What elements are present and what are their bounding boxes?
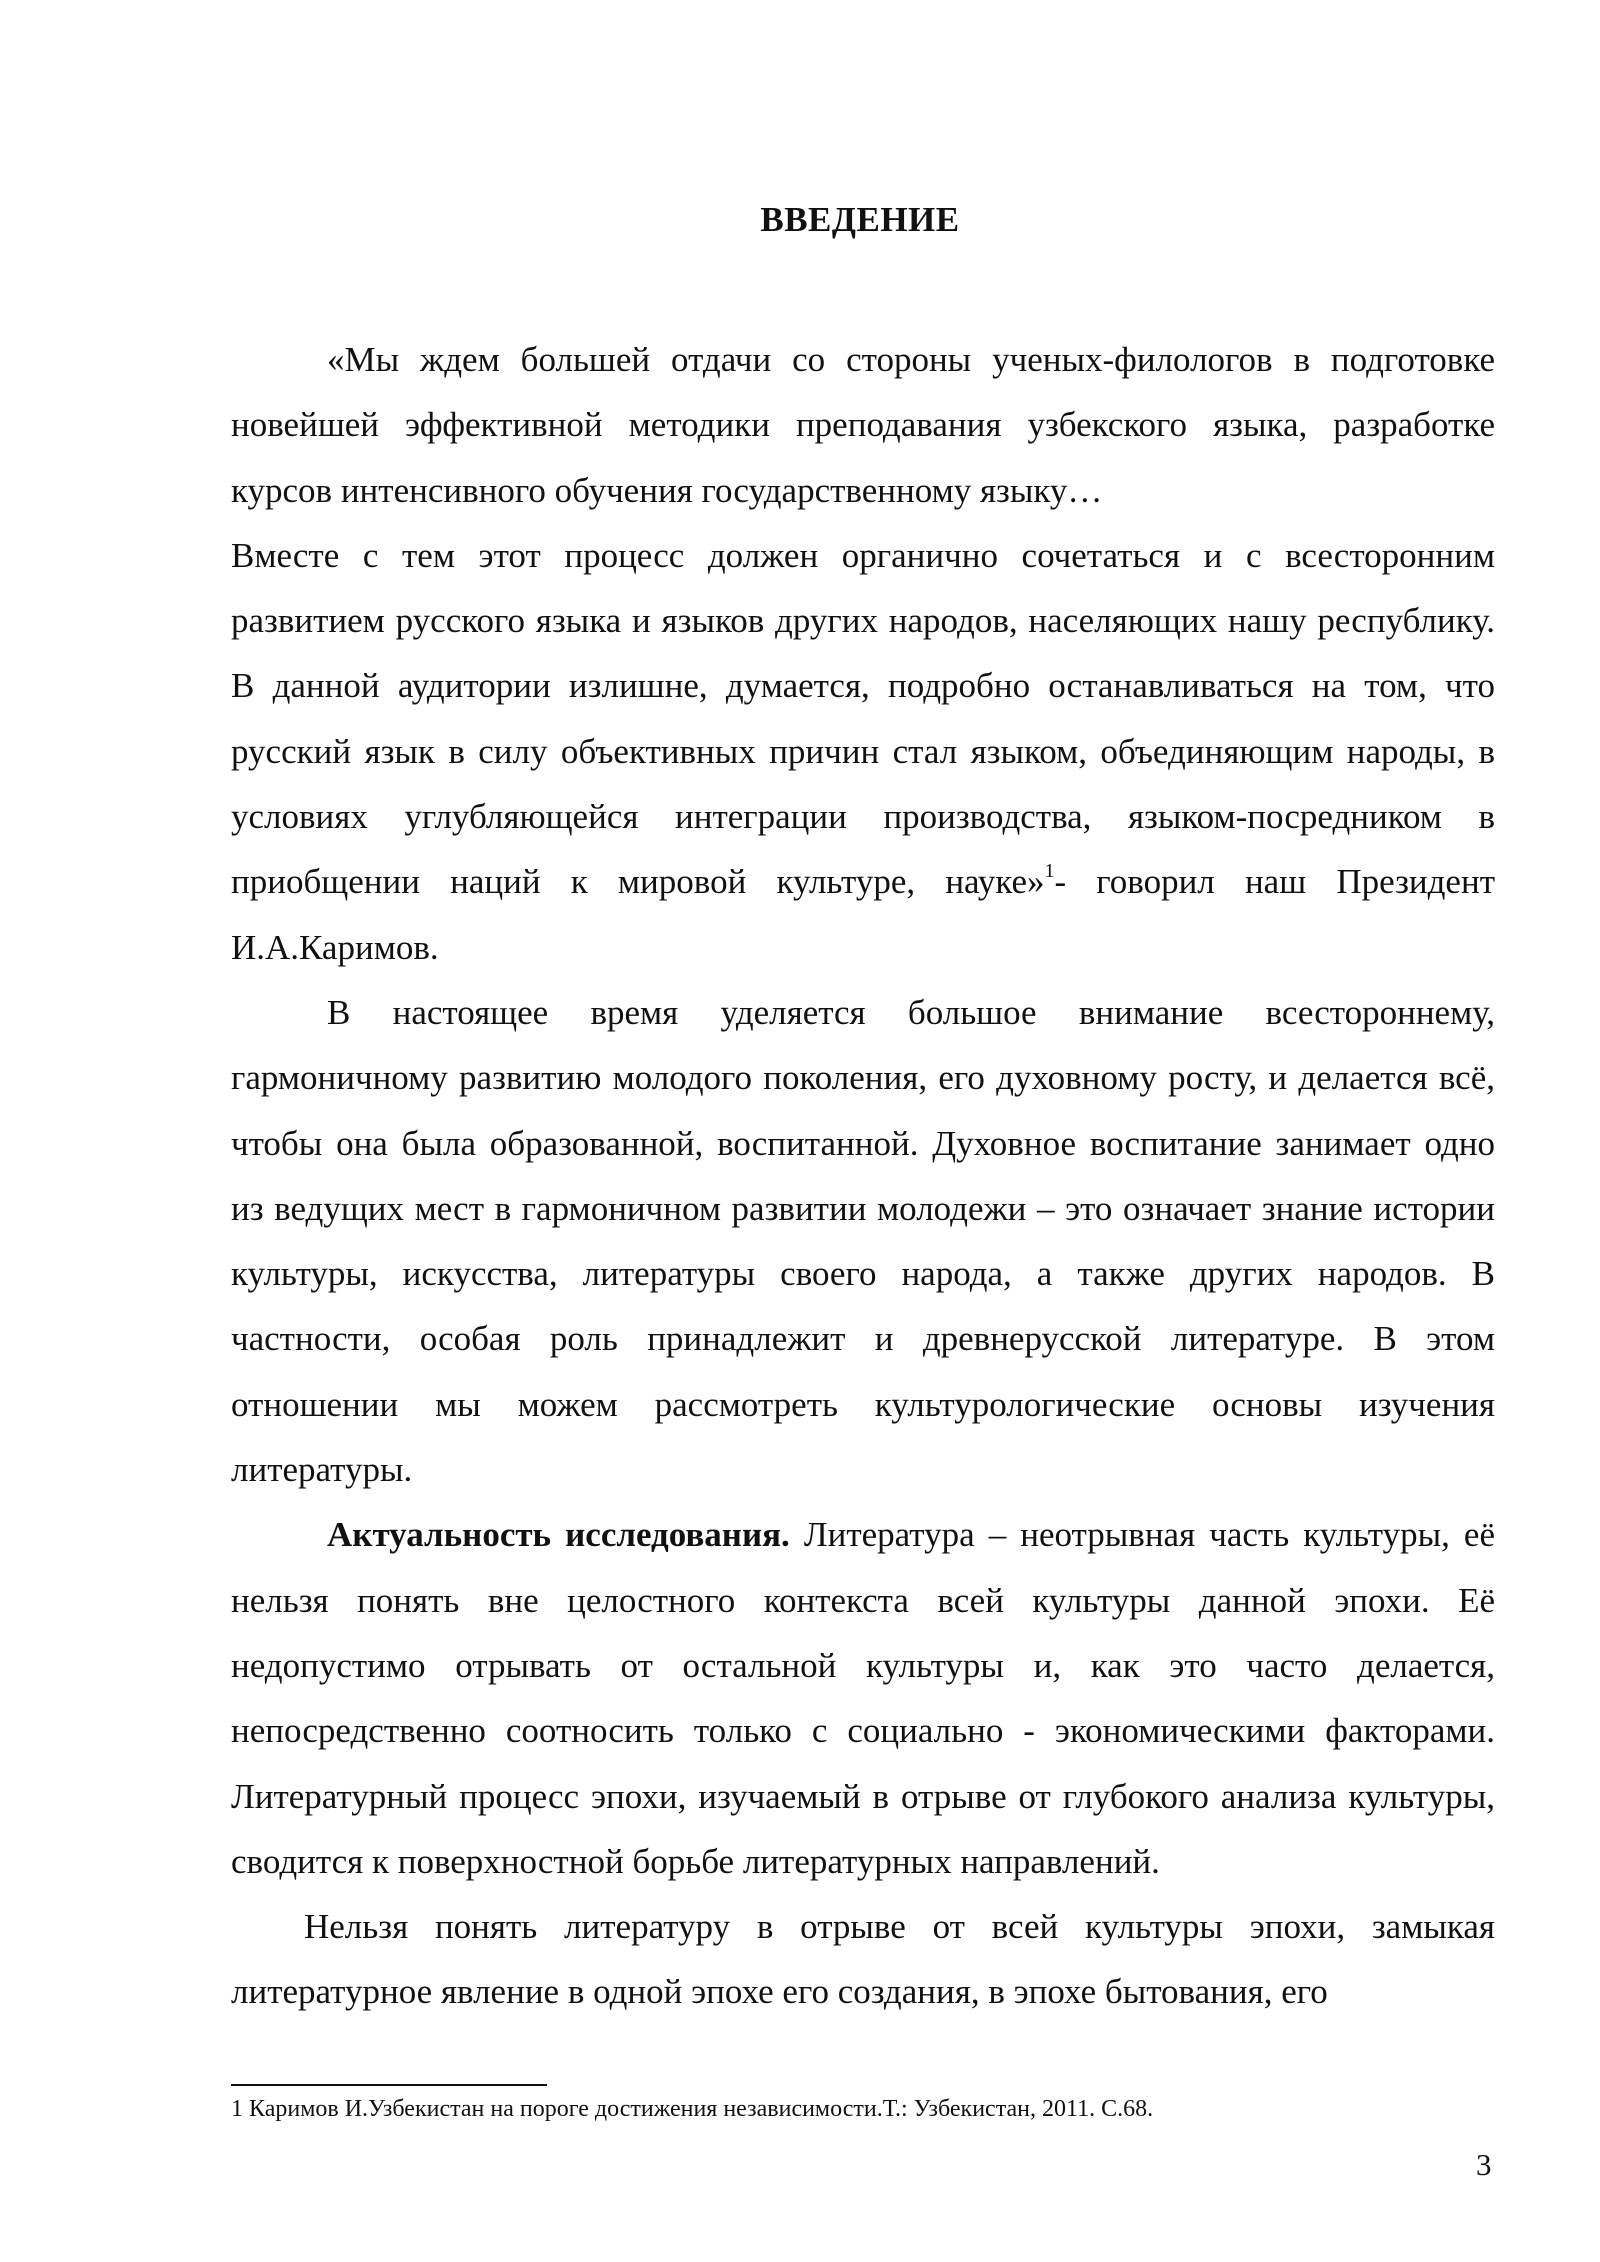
page-number: 3	[1476, 2147, 1492, 2182]
paragraph-quote-2-attribution: - говорил наш Президент И.А.Каримов.	[231, 862, 1495, 967]
footnote-separator	[231, 2084, 547, 2086]
page-title: ВВЕДЕНИЕ	[760, 200, 960, 239]
paragraph-relevance	[231, 1502, 1495, 1894]
paragraph-quote-2	[231, 523, 1495, 980]
paragraph-quote-2-text: Вместе с тем этот процесс должен органично сочетаться и с всесторонним развитием русского языка и языков других народов, населяющих нашу республику. В данной аудитории излишне, думается, подробно останавливаться на том, что русский язык в силу объективных причин стал языком, объединяющим народы, в условиях углубляющейся интеграции производства, языком-посредником в приобщении наций к мировой культуре, науке»	[231, 535, 1495, 902]
footnote-reference[interactable]: 1	[1044, 860, 1055, 883]
relevance-heading: Актуальность исследования.	[327, 1515, 790, 1555]
footnote-text: 1 Каримов И.Узбекистан на пороге достижения независимости.Т.: Узбекистан, 2011. С.68.	[231, 2096, 1154, 2122]
relevance-text: Литература – неотрывная часть культуры, её нельзя понять вне целостного контекста всей культуры данной эпохи. Её недопустимо отрывать от остальной культуры и, как это часто делается, непосредственно соотносить только с социально - экономическими факторами. Литературный процесс эпохи, изучаемый в отрыве от глубокого анализа культуры, сводится к поверхностной борьбе литературных направлений.	[231, 1515, 1495, 1881]
paragraph-quote-1: «Мы ждем большей отдачи со стороны ученых-филологов в подготовке новейшей эффективной методики преподавания узбекского языка, разработке курсов интенсивного обучения государственному языку…	[231, 340, 1495, 510]
paragraph-3: В настоящее время уделяется большое внимание всестороннему, гармоничному развитию молодого поколения, его духовному росту, и делается всё, чтобы она была образованной, воспитанной. Духовное воспитание занимает одно из ведущих мест в гармоничном развитии молодежи – это означает знание истории культуры, искусства, литературы своего народа, а также других народов. В частности, особая роль принадлежит и древнерусской литературе. В этом отношении мы можем рассмотреть культурологические основы изучения литературы.	[231, 992, 1495, 1490]
body-text	[231, 327, 1495, 2025]
paragraph-5: Нельзя понять литературу в отрыве от всей культуры эпохи, замыкая литературное явление в одной эпохе его создания, в эпохе бытования, его	[231, 1907, 1495, 2012]
